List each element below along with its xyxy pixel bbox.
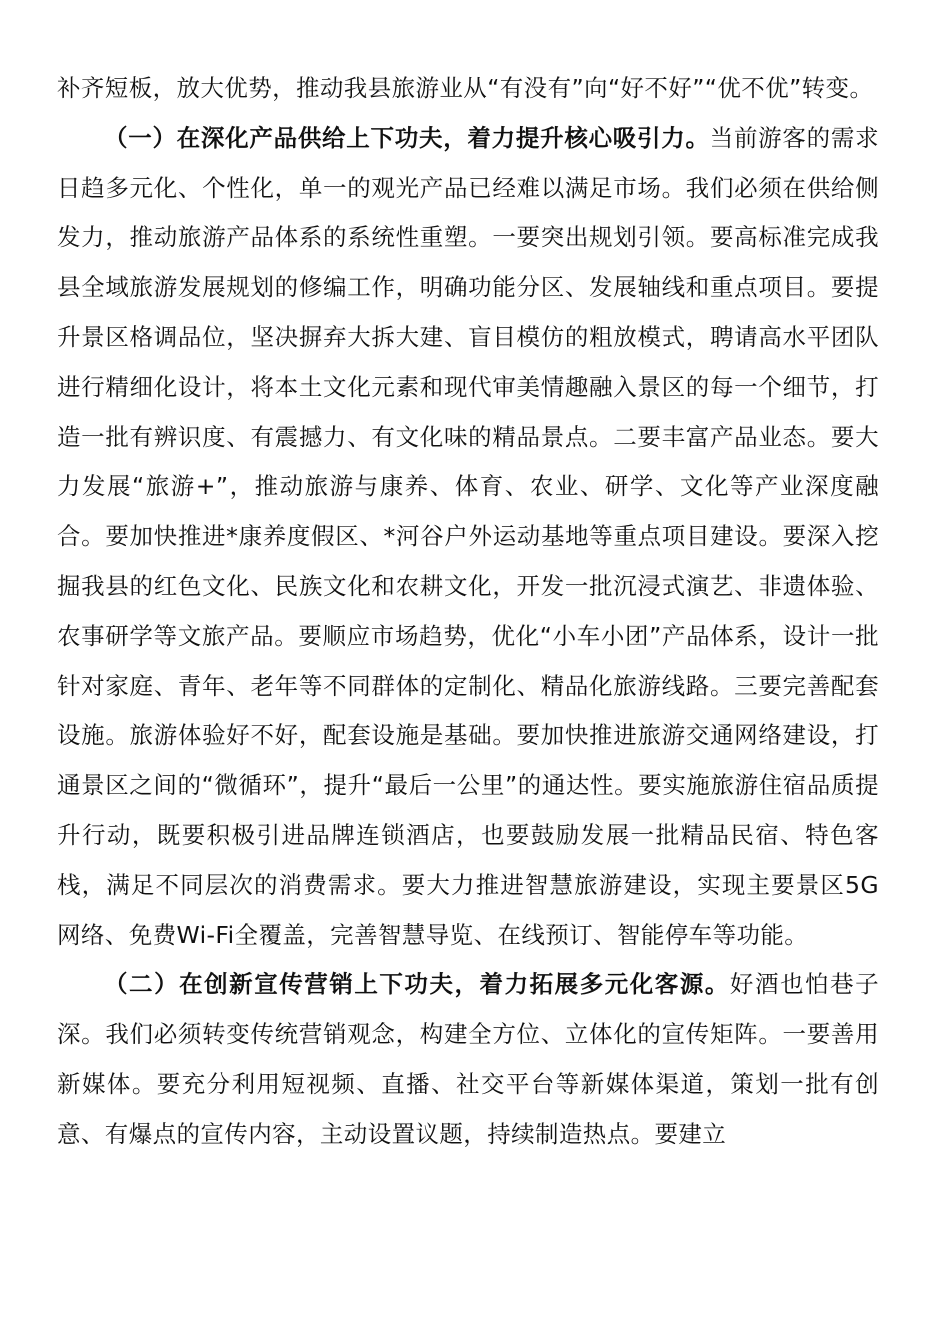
paragraph-continuation bbox=[57, 64, 879, 114]
document-body bbox=[57, 64, 879, 1160]
paragraph-section-2 bbox=[57, 960, 879, 1159]
paragraph-text: 当前游客的需求日趋多元化、个性化，单一的观光产品已经难以满足市场。我们必须在供给侧发力，推动旅游产品体系的系统性重塑。一要突出规划引领。要高标准完成我县全域旅游发展规划的修编工作，明确功能分区、发展轴线和重点项目。要提升景区格调品位，坚决摒弃大拆大建、盲目模仿的粗放模式，聘请高水平团队进行精细化设计，将本土文化元素和现代审美情趣融入景区的每一个细节，打造一批有辨识度、有震撼力、有文化味的精品景点。二要丰富产品业态。要大力发展“旅游+”，推动旅游与康养、体育、农业、研学、文化等产业深度融合。要加快推进*康养度假区、*河谷户外运动基地等重点项目建设。要深入挖掘我县的红色文化、民族文化和农耕文化，开发一批沉浸式演艺、非遗体验、农事研学等文旅产品。要顺应市场趋势，优化“小车小团”产品体系，设计一批针对家庭、青年、老年等不同群体的定制化、精品化旅游线路。三要完善配套设施。旅游体验好不好，配套设施是基础。要加快推进旅游交通网络建设，打通景区之间的“微循环”，提升“最后一公里”的通达性。要实施旅游住宿品质提升行动，既要积极引进品牌连锁酒店，也要鼓励发展一批精品民宿、特色客栈，满足不同层次的消费需求。要大力推进智慧旅游建设，实现主要景区5G网络、免费Wi-Fi全覆盖，完善智慧导览、在线预订、智能停车等功能。 bbox=[57, 123, 879, 949]
section-heading: （二）在创新宣传营销上下功夫，着力拓展多元化客源。 bbox=[104, 970, 730, 999]
paragraph-section-1 bbox=[57, 114, 879, 961]
paragraph-text: 好酒也怕巷子深。我们必须转变传统营销观念，构建全方位、立体化的宣传矩阵。一要善用新媒体。要充分利用短视频、直播、社交平台等新媒体渠道，策划一批有创意、有爆点的宣传内容，主动设置议题，持续制造热点。要建立 bbox=[57, 970, 880, 1148]
paragraph-text: 补齐短板，放大优势，推动我县旅游业从“有没有”向“好不好”“优不优”转变。 bbox=[57, 74, 874, 102]
section-heading: （一）在深化产品供给上下功夫，着力提升核心吸引力。 bbox=[104, 123, 710, 152]
